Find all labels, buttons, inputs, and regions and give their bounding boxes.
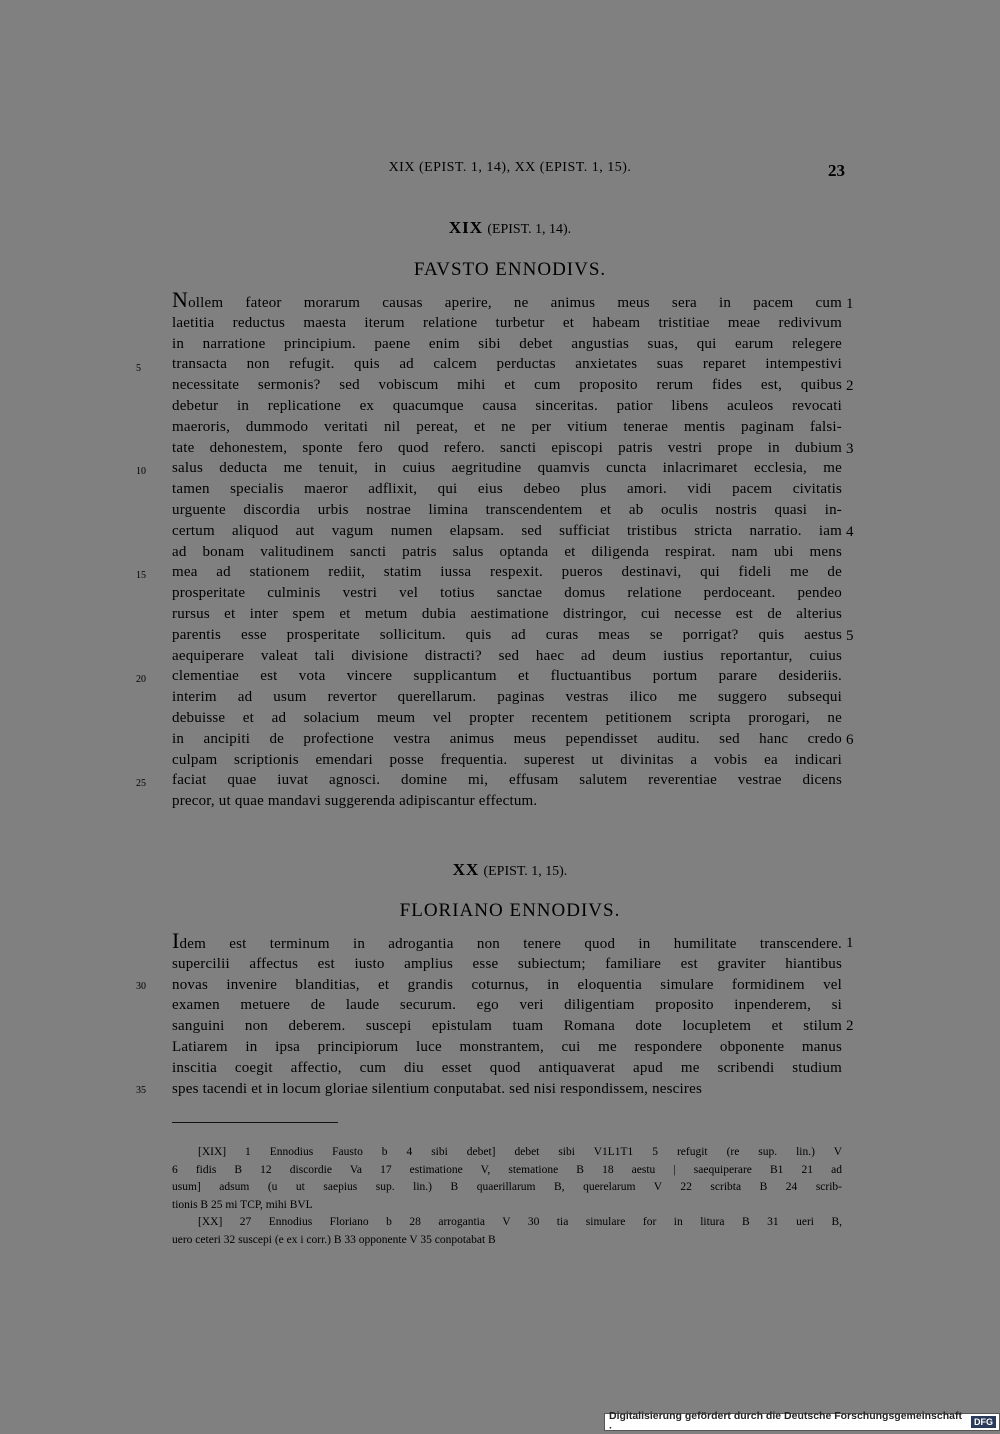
text-line bbox=[172, 604, 842, 625]
section-title: FAVSTO ENNODIVS. bbox=[413, 259, 607, 280]
text-line-content: ad bonam valitudinem sancti patris salus optanda et diligenda respirat. nam ubi mens bbox=[172, 543, 842, 560]
drop-cap: I bbox=[172, 928, 180, 953]
text-line-content: spes tacendi et in locum gloriae silentium conputabat. sed nisi respondissem, nescires bbox=[172, 1080, 702, 1097]
text-line-content: necessitate sermonis? sed vobiscum mihi et cum proposito rerum fides est, quibus bbox=[172, 377, 842, 394]
section-subtitle: (EPIST. 1, 15). bbox=[483, 864, 568, 879]
text-line-content: urguente discordia urbis nostrae limina transcendentem et ab oculis nostris quasi in- bbox=[172, 501, 842, 518]
text-line bbox=[172, 687, 842, 708]
footnote-line: 6 fidis B 12 discordie Va 17 estimatione V, stematione B 18 aestu | saequiperare B1 21 ad bbox=[172, 1163, 842, 1176]
drop-cap: N bbox=[172, 287, 189, 312]
text-line-content: ollem fateor morarum causas aperire, ne animus meus sera in pacem cum bbox=[188, 295, 842, 311]
text-line bbox=[172, 479, 842, 500]
line-number: 5 bbox=[136, 363, 141, 374]
paragraph-number: 2 bbox=[846, 378, 854, 394]
text-line bbox=[172, 954, 842, 975]
text-line-content: in ancipiti de profectione vestra animus meus pependisset auditu. sed hanc credo bbox=[172, 730, 842, 747]
text-line bbox=[172, 995, 842, 1016]
text-line bbox=[172, 928, 842, 954]
text-line-content: maeroris, dummodo veritati nil pereat, et ne per vitium tenerae mentis paginam falsi- bbox=[172, 418, 842, 435]
text-line-content: transacta non refugit. quis ad calcem perductas anxietates suas reparet intempestivi bbox=[172, 356, 842, 373]
footnote-line: tionis B 25 mi TCP, mihi BVL bbox=[172, 1198, 313, 1211]
footnote-line: usum] adsum (u ut saepius sup. lin.) B quaerillarum B, querelarum V 22 scribta B 24 scrib- bbox=[172, 1181, 842, 1193]
text-line-content: mea ad stationem rediit, statim iussa respexit. pueros destinavi, qui fideli me de bbox=[172, 564, 842, 581]
text-line bbox=[172, 625, 842, 646]
text-line bbox=[172, 287, 842, 313]
text-line-content: in narratione principium. paene enim sibi debet angustias suas, qui earum relegere bbox=[172, 335, 842, 352]
text-line-content: salus deducta me tenuit, in cuius aegritudine quamvis cuncta inlacrimaret ecclesia, me bbox=[172, 460, 842, 477]
footnote-line: uero ceteri 32 suscepi (e ex i corr.) B 33 opponente V 35 conpotabat B bbox=[172, 1233, 496, 1246]
text-line bbox=[172, 354, 842, 375]
line-number: 35 bbox=[136, 1085, 146, 1096]
text-line bbox=[172, 313, 842, 334]
paragraph-number: 4 bbox=[846, 524, 854, 540]
text-line bbox=[172, 975, 842, 996]
text-line-content: precor, ut quae mandavi suggerenda adipiscantur effectum. bbox=[172, 793, 538, 810]
line-number: 15 bbox=[136, 570, 146, 581]
dfg-logo: DFG bbox=[971, 1416, 996, 1428]
text-line-content: tate dehonestem, sponte fero quod refero. sancti episcopi patris vestri prope in dubium bbox=[172, 439, 842, 456]
section-number: XX bbox=[452, 860, 480, 879]
text-line bbox=[172, 729, 842, 750]
footnote-line: [XIX] 1 Ennodius Fausto b 4 sibi debet] debet sibi V1L1T1 5 refugit (re sup. lin.) V bbox=[198, 1146, 842, 1158]
section-heading-number bbox=[0, 860, 1000, 880]
text-line bbox=[172, 542, 842, 563]
text-line-content: supercilii affectus est iusto amplius esse subiectum; familiare est graviter hiantibus bbox=[172, 955, 842, 972]
page-number: 23 bbox=[828, 161, 845, 180]
text-line-content: debetur in replicatione ex quacumque causa sinceritas. patior libens aculeos revocati bbox=[172, 397, 842, 414]
text-line bbox=[172, 562, 842, 583]
paragraph-number: 1 bbox=[846, 935, 854, 951]
section-subtitle: (EPIST. 1, 14). bbox=[487, 222, 572, 237]
text-line-content: inscitia coegit affectio, cum diu esset quod antiquaverat apud me scribendi studium bbox=[172, 1059, 842, 1076]
footnotes bbox=[172, 1144, 842, 1249]
text-line-content: laetitia reductus maesta iterum relatione turbetur et habeam tristitiae meae redivivum bbox=[172, 314, 842, 331]
text-line bbox=[172, 750, 842, 771]
line-number: 30 bbox=[136, 981, 146, 992]
section-text bbox=[172, 287, 842, 812]
text-line bbox=[172, 770, 842, 791]
text-line bbox=[172, 791, 842, 812]
text-line bbox=[172, 521, 842, 542]
text-line-content: clementiae est vota vincere supplicantum et fluctuantibus portum parare desideriis. bbox=[172, 668, 842, 685]
text-line-content: novas invenire blanditias, et grandis coturnus, in eloquentia simulare formidinem vel bbox=[172, 976, 842, 993]
running-title: XIX (EPIST. 1, 14), XX (EPIST. 1, 15). bbox=[388, 160, 632, 175]
paragraph-number: 5 bbox=[846, 628, 854, 644]
text-line-content: certum aliquod aut vagum numen elapsam. sed sufficiat tristibus stricta narratio. iam bbox=[172, 522, 842, 539]
footnote-line: [XX] 27 Ennodius Floriano b 28 arrogantia V 30 tia simulare for in litura B 31 ueri B, bbox=[198, 1216, 842, 1228]
text-line-content: prosperitate culminis vestri vel totius sanctae domus relatione perdoceant. pendeo bbox=[172, 585, 842, 602]
paragraph-number: 1 bbox=[846, 296, 854, 312]
section-number: XIX bbox=[448, 218, 484, 237]
text-line bbox=[172, 500, 842, 521]
paragraph-number: 3 bbox=[846, 441, 854, 457]
text-line-content: interim ad usum revertor querellarum. paginas vestras ilico me suggero subsequi bbox=[172, 689, 842, 706]
text-line-content: dem est terminum in adrogantia non tenere quod in humilitate transcendere. bbox=[179, 936, 842, 952]
text-line-content: debuisse et ad solacium meum vel propter recentem petitionem scripta prorogari, ne bbox=[172, 709, 842, 726]
text-line-content: rursus et inter spem et metum dubia aestimatione distringor, cui necesse est de alterius bbox=[172, 605, 842, 622]
section-title: FLORIANO ENNODIVS. bbox=[399, 900, 621, 921]
text-line bbox=[172, 1058, 842, 1079]
text-line-content: parentis esse prosperitate sollicitum. quis ad curas meas se porrigat? quis aestus bbox=[172, 626, 842, 643]
text-line-content: examen metuere de laude securum. ego veri diligentiam proposito inpenderem, si bbox=[172, 997, 842, 1014]
text-line-content: Latiarem in ipsa principiorum luce monstrantem, cui me respondere obponente manus bbox=[172, 1038, 842, 1055]
text-line bbox=[172, 666, 842, 687]
text-line-content: aequiperare valeat tali divisione distracti? sed haec ad deum iustius reportantur, cuius bbox=[172, 647, 842, 664]
text-line bbox=[172, 583, 842, 604]
line-number: 25 bbox=[136, 778, 146, 789]
text-line-content: tamen specialis maeror adflixit, qui eius debeo plus amori. vidi pacem civitatis bbox=[172, 481, 842, 498]
text-line-content: culpam scriptionis emendari posse frequentia. superest ut divinitas a vobis ea indicari bbox=[172, 751, 842, 768]
text-line bbox=[172, 1037, 842, 1058]
line-number: 10 bbox=[136, 466, 146, 477]
text-line bbox=[172, 1079, 842, 1100]
line-number: 20 bbox=[136, 674, 146, 685]
text-line bbox=[172, 375, 842, 396]
paragraph-number: 6 bbox=[846, 732, 854, 748]
paragraph-number: 2 bbox=[846, 1018, 854, 1034]
text-line bbox=[172, 438, 842, 459]
section-text bbox=[172, 928, 842, 1099]
text-line bbox=[172, 458, 842, 479]
funding-text: Digitalisierung gefördert durch die Deutsche Forschungsgemeinschaft · bbox=[609, 1410, 962, 1434]
text-line-content: faciat quae iuvat agnosci. domine mi, effusam salutem reverentiae vestrae dicens bbox=[172, 772, 842, 789]
page-header bbox=[0, 160, 1000, 184]
text-line bbox=[172, 334, 842, 355]
text-line bbox=[172, 646, 842, 667]
text-line bbox=[172, 396, 842, 417]
footnote-rule bbox=[172, 1122, 338, 1123]
text-line bbox=[172, 417, 842, 438]
section-heading-number bbox=[0, 218, 1000, 238]
text-line bbox=[172, 1016, 842, 1037]
funding-banner bbox=[604, 1410, 1000, 1434]
text-line bbox=[172, 708, 842, 729]
text-line-content: sanguini non deberem. suscepi epistulam tuam Romana dote locupletem et stilum bbox=[172, 1018, 842, 1035]
